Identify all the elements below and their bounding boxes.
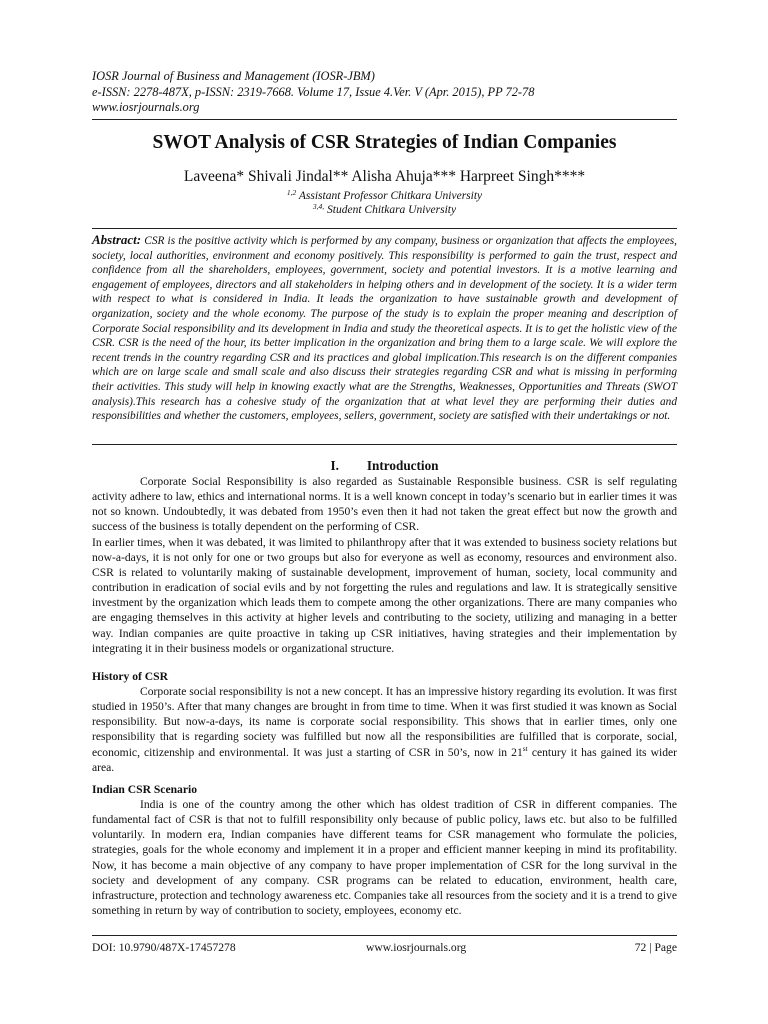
footer-website[interactable]: www.iosrjournals.org [366,941,467,954]
paper-title: SWOT Analysis of CSR Strategies of Indian Companies [152,132,617,153]
section-title: Introduction [366,458,439,473]
affiliation-2-marker: 3,4, [312,202,325,211]
subheading-history: History of CSR [92,670,168,683]
footer-doi: DOI: 10.9790/487X-17457278 [92,941,236,954]
page-footer [92,941,677,955]
abstract-text: CSR is the positive activity which is performed by any company, business or organization that affects the employees, society, local authorities, environment and economy positively. This responsibility is performed to gain the trust, respect and confidence from all the shareholders, employees, government, society and potential investors. It is a motive learning and engagement of employees, directors and all stakeholders in helping others and in development of the society. It is a wider term with respect to what is considered in India. It leads the organization to have sustainable growth and development of organization, society and the whole economy. The purpose of the study is to explain the proper meaning and description of Corporate Social responsibility and its development in India and study the theoretical aspects. It is to get the holistic view of the CSR. CSR is the need of the hour, its better implication in the organization and bring them to a large scale. We will explore the recent trends in the country regarding CSR and its practices and global implication.This research is on the different companies which are on large scale and small scale and also discuss their strategies regarding CSR and what is missing in performing their activities. This study will help in knowing exactly what are the Strengths, Weaknesses, Opportunities and Threats (SWOT analysis).This research has a cohesive study of the organization that at what level they are performing their duties and responsibilities and whether the customers, employees, sellers, government, society are satisfied with their undertakings or not. [92,235,677,423]
footer-divider [92,935,677,936]
history-text-end: century it has gained its wider area. [92,745,677,774]
affiliation-1-marker: 1,2 [286,188,297,197]
abstract-top-rule [92,228,677,229]
header-divider [92,119,677,120]
affiliation-2 [92,200,677,217]
history-body [92,684,677,775]
indian-csr-paragraph: India is one of the country among the other which has oldest tradition of CSR in different companies. The fundamental fact of CSR is that not to fulfill responsibility only because of public policy, laws etc. but also to be fulfilled voluntarily. In modern era, Indian companies have different teams for CSR management who formulate the policies, strategies, goals for the whole economy and implement it in a proper and efficient manner keeping in mind its profitability. Now, it has become a main objective of any company to have proper implementation of CSR for the long survival in the society and development of any company. CSR programs can be related to education, environment, health care, infrastructure, protection and technology awareness etc. Companies take all resources from the society and it is a trend to give something in return by way of contribution to society, employees, economy etc. [92,798,677,918]
journal-header [92,69,692,116]
section-heading-introduction [92,458,677,474]
indian-csr-body [92,797,677,918]
affiliation-2-text: Student Chitkara University [324,204,457,216]
author-list: Laveena* Shivali Jindal** Alisha Ahuja*** Harpreet Singh**** [183,168,586,185]
history-text-start: Corporate social responsibility is not a new concept. It has an impressive history regarding its evolution. It was first studied in 1950’s. After that many changes are brought in from time to time. When it was first studied it was known as Social responsibility. But now-a-days, its name is corporate social responsibility. This shows that in earlier times, only one responsibility that is regarding society was fulfilled but now all the responsibilities are fulfilled that is corporate, social, economic, citizenship and environmental. It was just a starting of CSR in 50’s, now in 21 [92,685,677,759]
affiliation-1-text: Assistant Professor Chitkara University [296,190,483,202]
abstract-label: Abstract: [92,232,142,247]
history-paragraph [92,684,677,775]
subheading-indian-csr: Indian CSR Scenario [92,783,198,796]
introduction-body [92,474,677,656]
journal-website[interactable]: www.iosrjournals.org [92,100,200,114]
journal-issn: e-ISSN: 2278-487X, p-ISSN: 2319-7668. Volume 17, Issue 4.Ver. V (Apr. 2015), PP 72-78 [92,84,535,99]
journal-name: IOSR Journal of Business and Management (IOSR-JBM) [92,69,375,83]
footer-page-number: 72 | Page [634,941,677,954]
abstract-bottom-rule [92,444,677,445]
abstract [92,233,677,424]
ordinal-suffix: st [522,743,528,753]
section-number: I. [330,458,339,473]
intro-paragraph-2: In earlier times, when it was debated, it was limited to philanthropy after that it was extended to business society relations but now-a-days, it is not only for one or two groups but also for everyone as well as economy, resources and environment also. CSR is related to voluntarily making of sustainable development, improvement of human, society, local community and contribution in eradication of social evils and by not forgetting the rules and regulations and law. It is strategically sensitive investment by the organization which leads them to compete among the other organizations. There are many companies who are engaging themselves in this activity at higher levels and contributing to the society, utilizing and managing in a better way. Indian companies are quite proactive in taking up CSR initiatives, having strategies and their implementation by integrating it in their business models or organizational structure. [92,535,677,655]
intro-paragraph-1: Corporate Social Responsibility is also regarded as Sustainable Responsible business. CSR is self regulating activity adhere to law, ethics and international norms. It is a well known concept in today’s scenario but in earlier times it was not so known. Undoubtedly, it was debated from 1950’s even then it had not taken the great effect but now the growth and success of the business is totally dependent on the performing of CSR. [92,475,677,534]
